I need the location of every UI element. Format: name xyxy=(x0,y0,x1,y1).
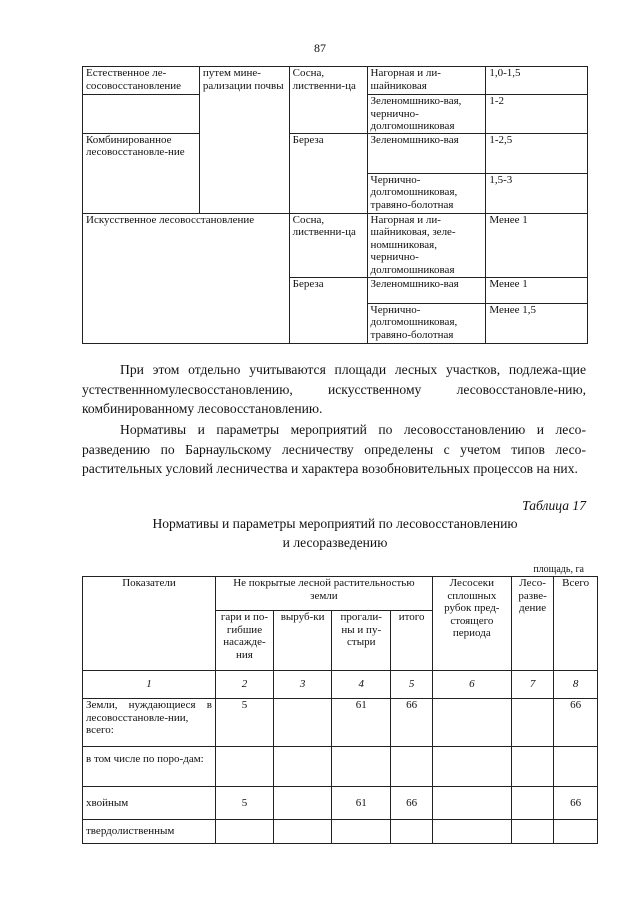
cell-total xyxy=(554,820,598,844)
header-not-covered: Не покрытые лесной растительностью земли xyxy=(215,577,432,611)
col-number: 6 xyxy=(432,671,511,699)
forest-type: Чернично-долгомошниковая, травяно-болотная xyxy=(367,303,486,343)
regen-value: Менее 1,5 xyxy=(486,303,588,343)
cell-total: 66 xyxy=(554,699,598,747)
row-label: твердолиственным xyxy=(83,820,216,844)
cell-glades: 61 xyxy=(332,699,391,747)
header-cutting-areas: Лесосеки сплошных рубок пред-стоящего периода xyxy=(432,577,511,671)
cell-burned xyxy=(215,747,273,787)
species-birch: Береза xyxy=(289,277,367,343)
cell-cutting xyxy=(432,699,511,747)
paragraph-2: Нормативы и параметры мероприятий по лесовосстановлению и лесо-разведению по Барнаульскому лесничеству определены с учетом типов лесо-растительных условий лесничества и характера возобновительных процессов на них. xyxy=(82,422,586,476)
forest-type: Зеленомшнико-вая xyxy=(367,277,486,303)
method-artificial: Искусственное лесовосстановление xyxy=(83,213,290,343)
regen-value: 1,0-1,5 xyxy=(486,67,588,95)
header-burned: гари и по-гибшие насажде-ния xyxy=(215,611,273,671)
table-header-row xyxy=(83,577,598,611)
header-afforestation: Лесо-разве-дение xyxy=(511,577,554,671)
cell-glades xyxy=(332,820,391,844)
regen-value: 1-2,5 xyxy=(486,133,588,173)
col-number: 7 xyxy=(511,671,554,699)
cell-afforest xyxy=(511,747,554,787)
units-note: площадь, га xyxy=(533,564,584,575)
species-pine-larch: Сосна, лиственни-ца xyxy=(289,213,367,277)
forest-type: Зеленомшнико-вая xyxy=(367,133,486,173)
row-label: в том числе по поро-дам: xyxy=(83,747,216,787)
regen-value: Менее 1 xyxy=(486,277,588,303)
forest-type: Нагорная и ли-шайниковая xyxy=(367,67,486,95)
header-subtotal: итого xyxy=(391,611,433,671)
regen-value: 1,5-3 xyxy=(486,173,588,213)
cell-subtotal: 66 xyxy=(391,699,433,747)
col-number: 5 xyxy=(391,671,433,699)
header-glades: прогали-ны и пу-стыри xyxy=(332,611,391,671)
cell-total: 66 xyxy=(554,787,598,820)
forest-type: Нагорная и ли-шайниковая, зеле-номшниковая, чернично-долгомошниковая xyxy=(367,213,486,277)
regen-value: 1-2 xyxy=(486,95,588,134)
cell-glades: 61 xyxy=(332,787,391,820)
column-number-row xyxy=(83,671,598,699)
cell-total xyxy=(554,747,598,787)
cell-cutting xyxy=(432,747,511,787)
cell-subtotal xyxy=(391,820,433,844)
way-mineralization: путем мине-рализации почвы xyxy=(199,67,289,214)
cell-glades xyxy=(332,747,391,787)
table-title-line-2: и лесоразведению xyxy=(282,535,388,550)
forest-type: Чернично-долгомошниковая, травяно-болотная xyxy=(367,173,486,213)
table-row xyxy=(83,213,588,277)
forest-type: Зеленомшнико-вая, чернично-долгомошниковая xyxy=(367,95,486,134)
cell-clearings xyxy=(274,820,332,844)
col-number: 3 xyxy=(274,671,332,699)
table-title-line-1: Нормативы и параметры мероприятий по лесовосстановлению xyxy=(152,516,518,531)
regeneration-methods-table xyxy=(82,66,588,344)
method-combined: Комбинированное лесовосстановле-ние xyxy=(83,133,200,213)
regeneration-norms-table xyxy=(82,576,598,844)
cell-burned: 5 xyxy=(215,787,273,820)
cell-afforest xyxy=(511,787,554,820)
cell-subtotal: 66 xyxy=(391,787,433,820)
table-row xyxy=(83,133,588,173)
regen-value: Менее 1 xyxy=(486,213,588,277)
table-row xyxy=(83,67,588,95)
col-number: 1 xyxy=(83,671,216,699)
table-title xyxy=(0,514,640,552)
header-indicators: Показатели xyxy=(83,577,216,671)
cell-clearings xyxy=(274,699,332,747)
table-row xyxy=(83,820,598,844)
col-number: 2 xyxy=(215,671,273,699)
table-row xyxy=(83,747,598,787)
cell-cutting xyxy=(432,787,511,820)
cell-subtotal xyxy=(391,747,433,787)
table-row xyxy=(83,699,598,747)
cell-afforest xyxy=(511,820,554,844)
cell-clearings xyxy=(274,747,332,787)
col-number: 8 xyxy=(554,671,598,699)
species-pine-larch: Сосна, лиственни-ца xyxy=(289,67,367,134)
header-total: Всего xyxy=(554,577,598,671)
cell-burned xyxy=(215,820,273,844)
table-label: Таблица 17 xyxy=(522,498,586,513)
species-birch: Береза xyxy=(289,133,367,213)
page-number: 87 xyxy=(314,41,326,55)
method-natural: Естественное ле-сосовосстановление xyxy=(83,67,200,95)
paragraph-1: При этом отдельно учитываются площади лесных участков, подлежа-щие устественнномулесвосстановлению, искусственному лесовосстановле-нию, комбинированному лесовосстановлению. xyxy=(82,362,586,416)
header-clearings: выруб-ки xyxy=(274,611,332,671)
cell-cutting xyxy=(432,820,511,844)
cell-afforest xyxy=(511,699,554,747)
cell-clearings xyxy=(274,787,332,820)
col-number: 4 xyxy=(332,671,391,699)
row-label: Земли, нуждающиеся в лесовосстановле-нии, всего: xyxy=(83,699,216,747)
row-label: хвойным xyxy=(83,787,216,820)
table-row xyxy=(83,787,598,820)
cell-burned: 5 xyxy=(215,699,273,747)
